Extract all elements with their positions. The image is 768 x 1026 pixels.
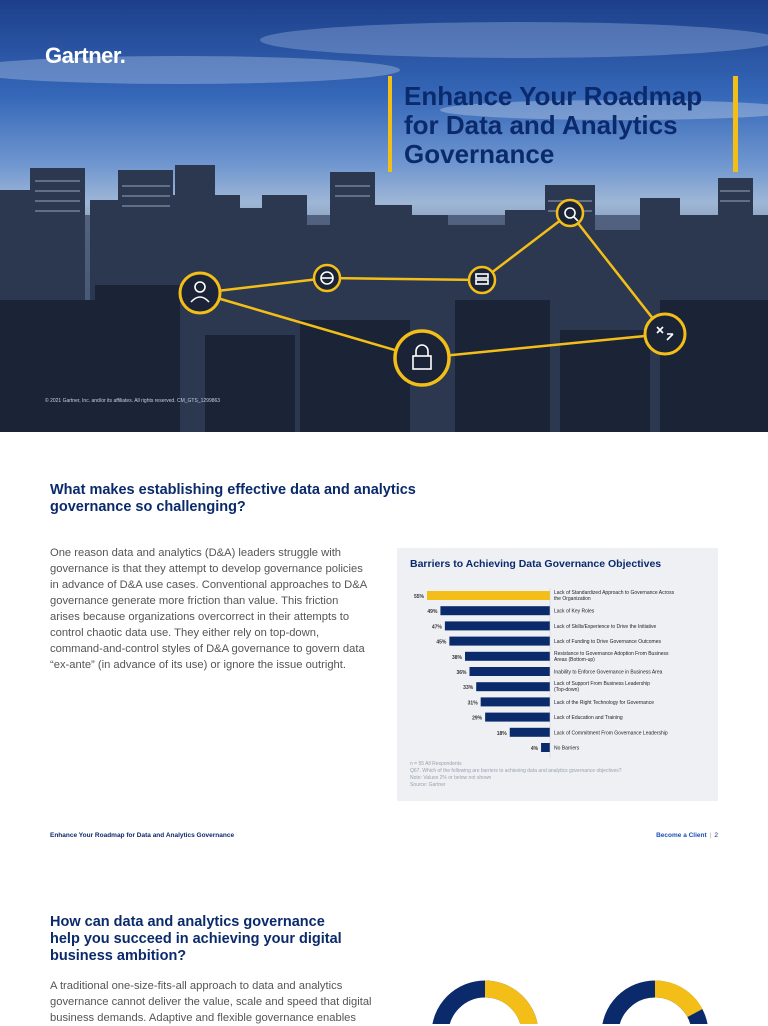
hero-title-block xyxy=(388,76,738,172)
hero-banner xyxy=(0,0,768,432)
chart-category-label: Lack of Key Roles xyxy=(554,608,595,615)
chart-category-label: Inability to Enforce Governance in Business Area xyxy=(554,669,663,676)
barriers-chart xyxy=(397,548,718,801)
chart-category-label: Lack of Support From Business Leadership (Top-down) xyxy=(554,681,650,694)
chart-value-label: 33% xyxy=(463,685,474,692)
chart-value-label: 29% xyxy=(472,715,483,722)
chart-category-label: No Barriers xyxy=(554,745,580,752)
chart-bar xyxy=(481,697,550,706)
chart-bar xyxy=(440,606,550,615)
gartner-logo: Gartner. xyxy=(45,43,126,68)
chart-value-label: 36% xyxy=(456,670,467,676)
chart-bar xyxy=(449,637,550,646)
logo-text: Gartner xyxy=(45,43,120,68)
page-title: Enhance Your Roadmap for Data and Analytics Governance xyxy=(404,81,703,169)
footer-nav: Become a Client | 2 xyxy=(656,832,718,839)
donut-chart-1 xyxy=(425,976,545,1024)
chart-bar xyxy=(541,743,550,752)
become-client-link[interactable]: Become a Client xyxy=(656,832,707,839)
chart-value-label: 31% xyxy=(467,700,478,707)
user-icon xyxy=(180,273,220,313)
chart-note: Source: Gartner xyxy=(410,782,446,788)
chart-note: n = 55 All Respondents xyxy=(410,761,462,767)
chart-title: Barriers to Achieving Data Governance Objectives xyxy=(410,558,662,570)
chart-bar xyxy=(476,682,550,691)
chart-value-label: 18% xyxy=(496,730,507,737)
chart-value-label: 38% xyxy=(452,654,463,661)
chart-note: Q67. Which of the following are barriers to achieving data and analytics governance objectives? xyxy=(410,768,622,774)
chart-bar xyxy=(465,652,550,661)
chart-bar xyxy=(445,621,550,630)
chart-category-label: Lack of Commitment From Governance Leadership xyxy=(554,730,668,737)
chart-value-label: 55% xyxy=(413,594,424,600)
section-heading-ambition: How can data and analytics governance help you succeed in achieving your digital business ambition? xyxy=(50,914,342,964)
chart-category-label: Lack of Funding to Drive Governance Outcomes xyxy=(554,639,661,646)
donut-chart-2 xyxy=(595,976,715,1024)
section-paragraph-ambition: A traditional one-size-fits-all approach to data and analytics governance cannot deliver the value, scale and speed that digital business demands. Adaptive and flexible governance enables xyxy=(50,980,372,1024)
chart-bar xyxy=(427,591,550,600)
copyright-notice: © 2021 Gartner, Inc. and/or its affiliates. All rights reserved. CM_GTS_1299863 xyxy=(45,398,221,404)
title-accent-bar-left xyxy=(388,76,392,172)
chart-value-label: 47% xyxy=(431,624,442,631)
chart-notes xyxy=(410,761,622,789)
workflow-icon xyxy=(645,314,685,354)
lock-icon xyxy=(395,331,449,385)
chart-category-label: Lack of Skills/Experience to Drive the Initiative xyxy=(554,623,657,630)
chart-bar xyxy=(485,713,550,722)
chart-value-label: 45% xyxy=(436,639,447,646)
footer-doc-title: Enhance Your Roadmap for Data and Analytics Governance xyxy=(50,832,235,839)
chart-category-label: Lack of Standardized Approach to Governance Across the Organization xyxy=(554,590,675,602)
chart-value-label: 49% xyxy=(427,609,438,616)
title-accent-bar-right xyxy=(733,76,738,172)
section-paragraph-challenges: One reason data and analytics (D&A) leaders struggle with governance is that they attempt to develop governance policies in advance of D&A use cases. Conventional approaches to D&A governance generate more friction than value. This friction arises because organizations overcorrect in their attempts to control chaotic data use. They either rely on top-down, command-and-control styles of D&A governance to govern data “ex-ante” (in advance of its use) or ignore the issue outright. xyxy=(50,547,367,671)
analytics-icon xyxy=(557,200,583,226)
section-heading-challenges: What makes establishing effective data and analytics governance so challenging? xyxy=(50,482,416,515)
bar-chart-svg xyxy=(397,548,718,758)
chart-bar xyxy=(469,667,550,676)
chart-value-label: 4% xyxy=(530,746,539,752)
chart-category-label: Resistance to Governance Adoption From Business Areas (Bottom-up) xyxy=(554,650,669,663)
chart-category-label: Lack of Education and Training xyxy=(554,715,623,722)
chart-bar xyxy=(510,728,550,737)
chart-note: Note: Values 2% or below not shown xyxy=(410,775,492,781)
chart-category-label: Lack of the Right Technology for Governance xyxy=(554,699,654,706)
page-number: 2 xyxy=(714,832,718,839)
